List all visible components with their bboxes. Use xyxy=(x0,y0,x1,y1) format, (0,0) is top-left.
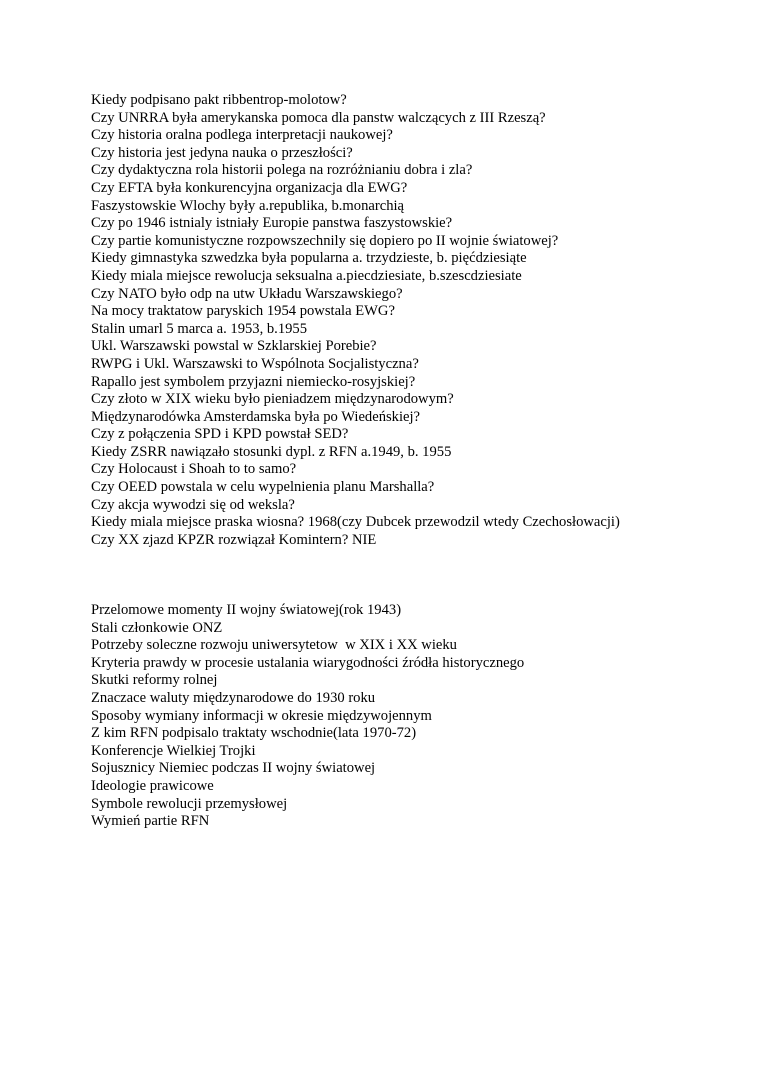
question-line: Kiedy podpisano pakt ribbentrop-molotow? xyxy=(91,92,347,108)
topic-line: Sojusznicy Niemiec podczas II wojny światowej xyxy=(91,760,376,777)
topic-line: Kryteria prawdy w procesie ustalania wiarygodności źródła historycznego xyxy=(91,654,525,671)
topic-line: Symbole rewolucji przemysłowej xyxy=(91,795,288,812)
topic-line: Potrzeby soleczne rozwoju uniwersytetow w XIX i XX wieku xyxy=(91,637,457,654)
topic-line: Z kim RFN podpisalo traktaty wschodnie(lata 1970-72) xyxy=(91,725,417,742)
question-line: Stalin umarl 5 marca a. 1953, b.1955 xyxy=(91,320,308,337)
question-line: Ukl. Warszawski powstal w Szklarskiej Porebie? xyxy=(91,338,377,355)
question-line: Kiedy miala miejsce praska wiosna? 1968(czy Dubcek przewodzil wtedy Czechosłowacji) xyxy=(91,514,620,531)
topic-line: Znaczace waluty międzynarodowe do 1930 roku xyxy=(91,689,376,706)
question-line: Na mocy traktatow paryskich 1954 powstala EWG? xyxy=(91,303,395,320)
question-line: Czy OEED powstala w celu wypelnienia planu Marshalla? xyxy=(91,479,435,496)
topic-line: Przelomowe momenty II wojny światowej(rok 1943) xyxy=(91,602,402,618)
question-line: Czy partie komunistyczne rozpowszechnily się dopiero po II wojnie światowej? xyxy=(91,232,559,249)
topics-list xyxy=(91,602,524,831)
question-line: Czy historia jest jedyna nauka o przeszłości? xyxy=(91,144,353,161)
question-line: Rapallo jest symbolem przyjazni niemiecko-rosyjskiej? xyxy=(91,373,416,390)
topic-line: Konferencje Wielkiej Trojki xyxy=(91,742,256,759)
question-line: Faszystowskie Wlochy były a.republika, b.monarchią xyxy=(91,197,405,214)
question-line: RWPG i Ukl. Warszawski to Wspólnota Socjalistyczna? xyxy=(91,355,419,372)
question-line: Czy z połączenia SPD i KPD powstał SED? xyxy=(91,426,349,443)
question-line: Czy historia oralna podlega interpretacji naukowej? xyxy=(91,127,393,144)
topic-line: Skutki reformy rolnej xyxy=(91,672,218,689)
question-line: Czy UNRRA była amerykanska pomoca dla panstw walczących z III Rzeszą? xyxy=(91,109,546,126)
question-line: Kiedy miala miejsce rewolucja seksualna a.piecdziesiate, b.szescdziesiate xyxy=(91,267,522,284)
question-line: Czy NATO było odp na utw Układu Warszawskiego? xyxy=(91,285,403,302)
question-line: Czy XX zjazd KPZR rozwiązał Komintern? NIE xyxy=(91,531,377,548)
topic-line: Stali członkowie ONZ xyxy=(91,619,223,636)
topic-line: Ideologie prawicowe xyxy=(91,777,214,794)
question-line: Czy złoto w XIX wieku było pieniadzem międzynarodowym? xyxy=(91,391,454,408)
questions-list xyxy=(91,92,620,549)
question-line: Kiedy gimnastyka szwedzka była popularna a. trzydzieste, b. pięćdziesiąte xyxy=(91,250,527,267)
topic-line: Wymień partie RFN xyxy=(91,813,210,830)
question-line: Kiedy ZSRR nawiązało stosunki dypl. z RFN a.1949, b. 1955 xyxy=(91,443,452,460)
question-line: Czy EFTA była konkurencyjna organizacja dla EWG? xyxy=(91,179,408,196)
question-line: Czy akcja wywodzi się od weksla? xyxy=(91,496,295,513)
question-line: Międzynarodówka Amsterdamska była po Wiedeńskiej? xyxy=(91,408,421,425)
topic-line: Sposoby wymiany informacji w okresie międzywojennym xyxy=(91,707,432,724)
question-line: Czy po 1946 istnialy istniały Europie panstwa faszystowskie? xyxy=(91,215,453,232)
question-line: Czy dydaktyczna rola historii polega na rozróżnianiu dobra i zla? xyxy=(91,162,473,179)
question-line: Czy Holocaust i Shoah to to samo? xyxy=(91,461,297,478)
